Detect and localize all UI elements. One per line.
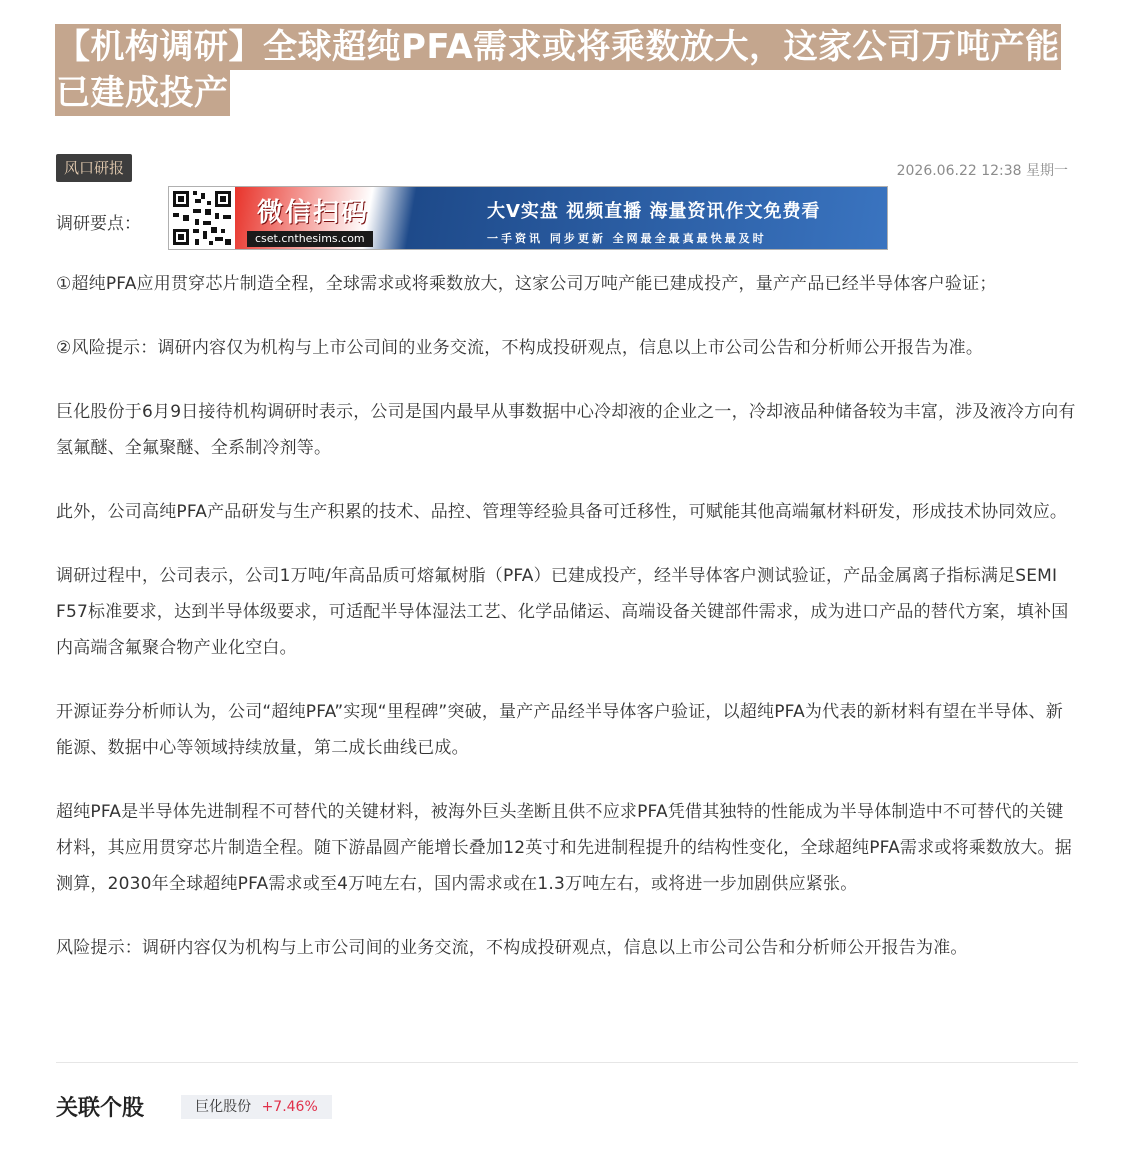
- banner-main-text: 微信扫码: [257, 198, 370, 228]
- article-title: 【机构调研】全球超纯PFA需求或将乘数放大，这家公司万吨产能已建成投产: [56, 27, 1060, 113]
- points-label: 调研要点：: [56, 214, 141, 234]
- publish-date: 2026.06.22 12:38 星期一: [896, 163, 1068, 179]
- points-row: [56, 186, 1078, 252]
- qr-code-icon: [169, 187, 235, 249]
- related-stocks-title: 关联个股: [56, 1096, 145, 1121]
- paragraph: 超纯PFA是半导体先进制程不可替代的关键材料，被海外巨头垄断且供不应求PFA凭借其独特的性能成为半导体制造中不可替代的关键材料，其应用贯穿芯片制造全程。随下游晶圆产能增长叠加12英寸和先进制程提升的结构性变化，全球超纯PFA需求或将乘数放大。据测算，2030年全球超纯PFA需求或至4万吨左右，国内需求或在1.3万吨左右，或将进一步加剧供应紧张。: [56, 802, 1072, 894]
- paragraph: 调研过程中，公司表示，公司1万吨/年高品质可熔氟树脂（PFA）已建成投产，经半导体客户测试验证，产品金属离子指标满足SEMI F57标准要求，达到半导体级要求，可适配半导体湿法工艺、化学品储运、高端设备关键部件需求，成为进口产品的替代方案，填补国内高端含氟聚合物产业化空白。: [56, 566, 1069, 658]
- paragraph: 此外，公司高纯PFA产品研发与生产积累的技术、品控、管理等经验具备可迁移性，可赋能其他高端氟材料研发，形成技术协同效应。: [56, 502, 1068, 522]
- paragraph-point-2: ②风险提示：调研内容仅为机构与上市公司间的业务交流，不构成投研观点，信息以上市公司公告和分析师公开报告为准。: [56, 338, 984, 358]
- article-meta: [56, 154, 1078, 184]
- stock-name: 巨化股份: [195, 1098, 252, 1115]
- paragraph: 巨化股份于6月9日接待机构调研时表示，公司是国内最早从事数据中心冷却液的企业之一，冷却液品种储备较为丰富，涉及液冷方向有氢氟醚、全氟聚醚、全系制冷剂等。: [56, 402, 1076, 458]
- paragraph-point-1: ①超纯PFA应用贯穿芯片制造全程，全球需求或将乘数放大，这家公司万吨产能已建成投产，量产产品已经半导体客户验证；: [56, 274, 997, 294]
- ad-banner[interactable]: [168, 186, 888, 250]
- related-stocks-section: [56, 1062, 1078, 1122]
- paragraph-risk-notice: 风险提示：调研内容仅为机构与上市公司间的业务交流，不构成投研观点，信息以上市公司公告和分析师公开报告为准。: [56, 938, 968, 958]
- article-body: [56, 266, 1078, 966]
- article-container: [56, 24, 1078, 994]
- banner-slogan: 大V实盘 视频直播 海量资讯作文免费看: [487, 201, 821, 222]
- banner-url: cset.cnthesims.com: [247, 231, 373, 247]
- paragraph: 开源证券分析师认为，公司“超纯PFA”实现“里程碑”突破，量产产品经半导体客户验证，以超纯PFA为代表的新材料有望在半导体、新能源、数据中心等领域持续放量，第二成长曲线已成。: [56, 702, 1063, 758]
- stock-change: +7.46%: [261, 1098, 318, 1115]
- banner-subtext: 一手资讯 同步更新 全网最全最真最快最及时: [487, 232, 767, 245]
- column-tag[interactable]: 风口研报: [56, 154, 132, 182]
- stock-chip[interactable]: [181, 1095, 332, 1119]
